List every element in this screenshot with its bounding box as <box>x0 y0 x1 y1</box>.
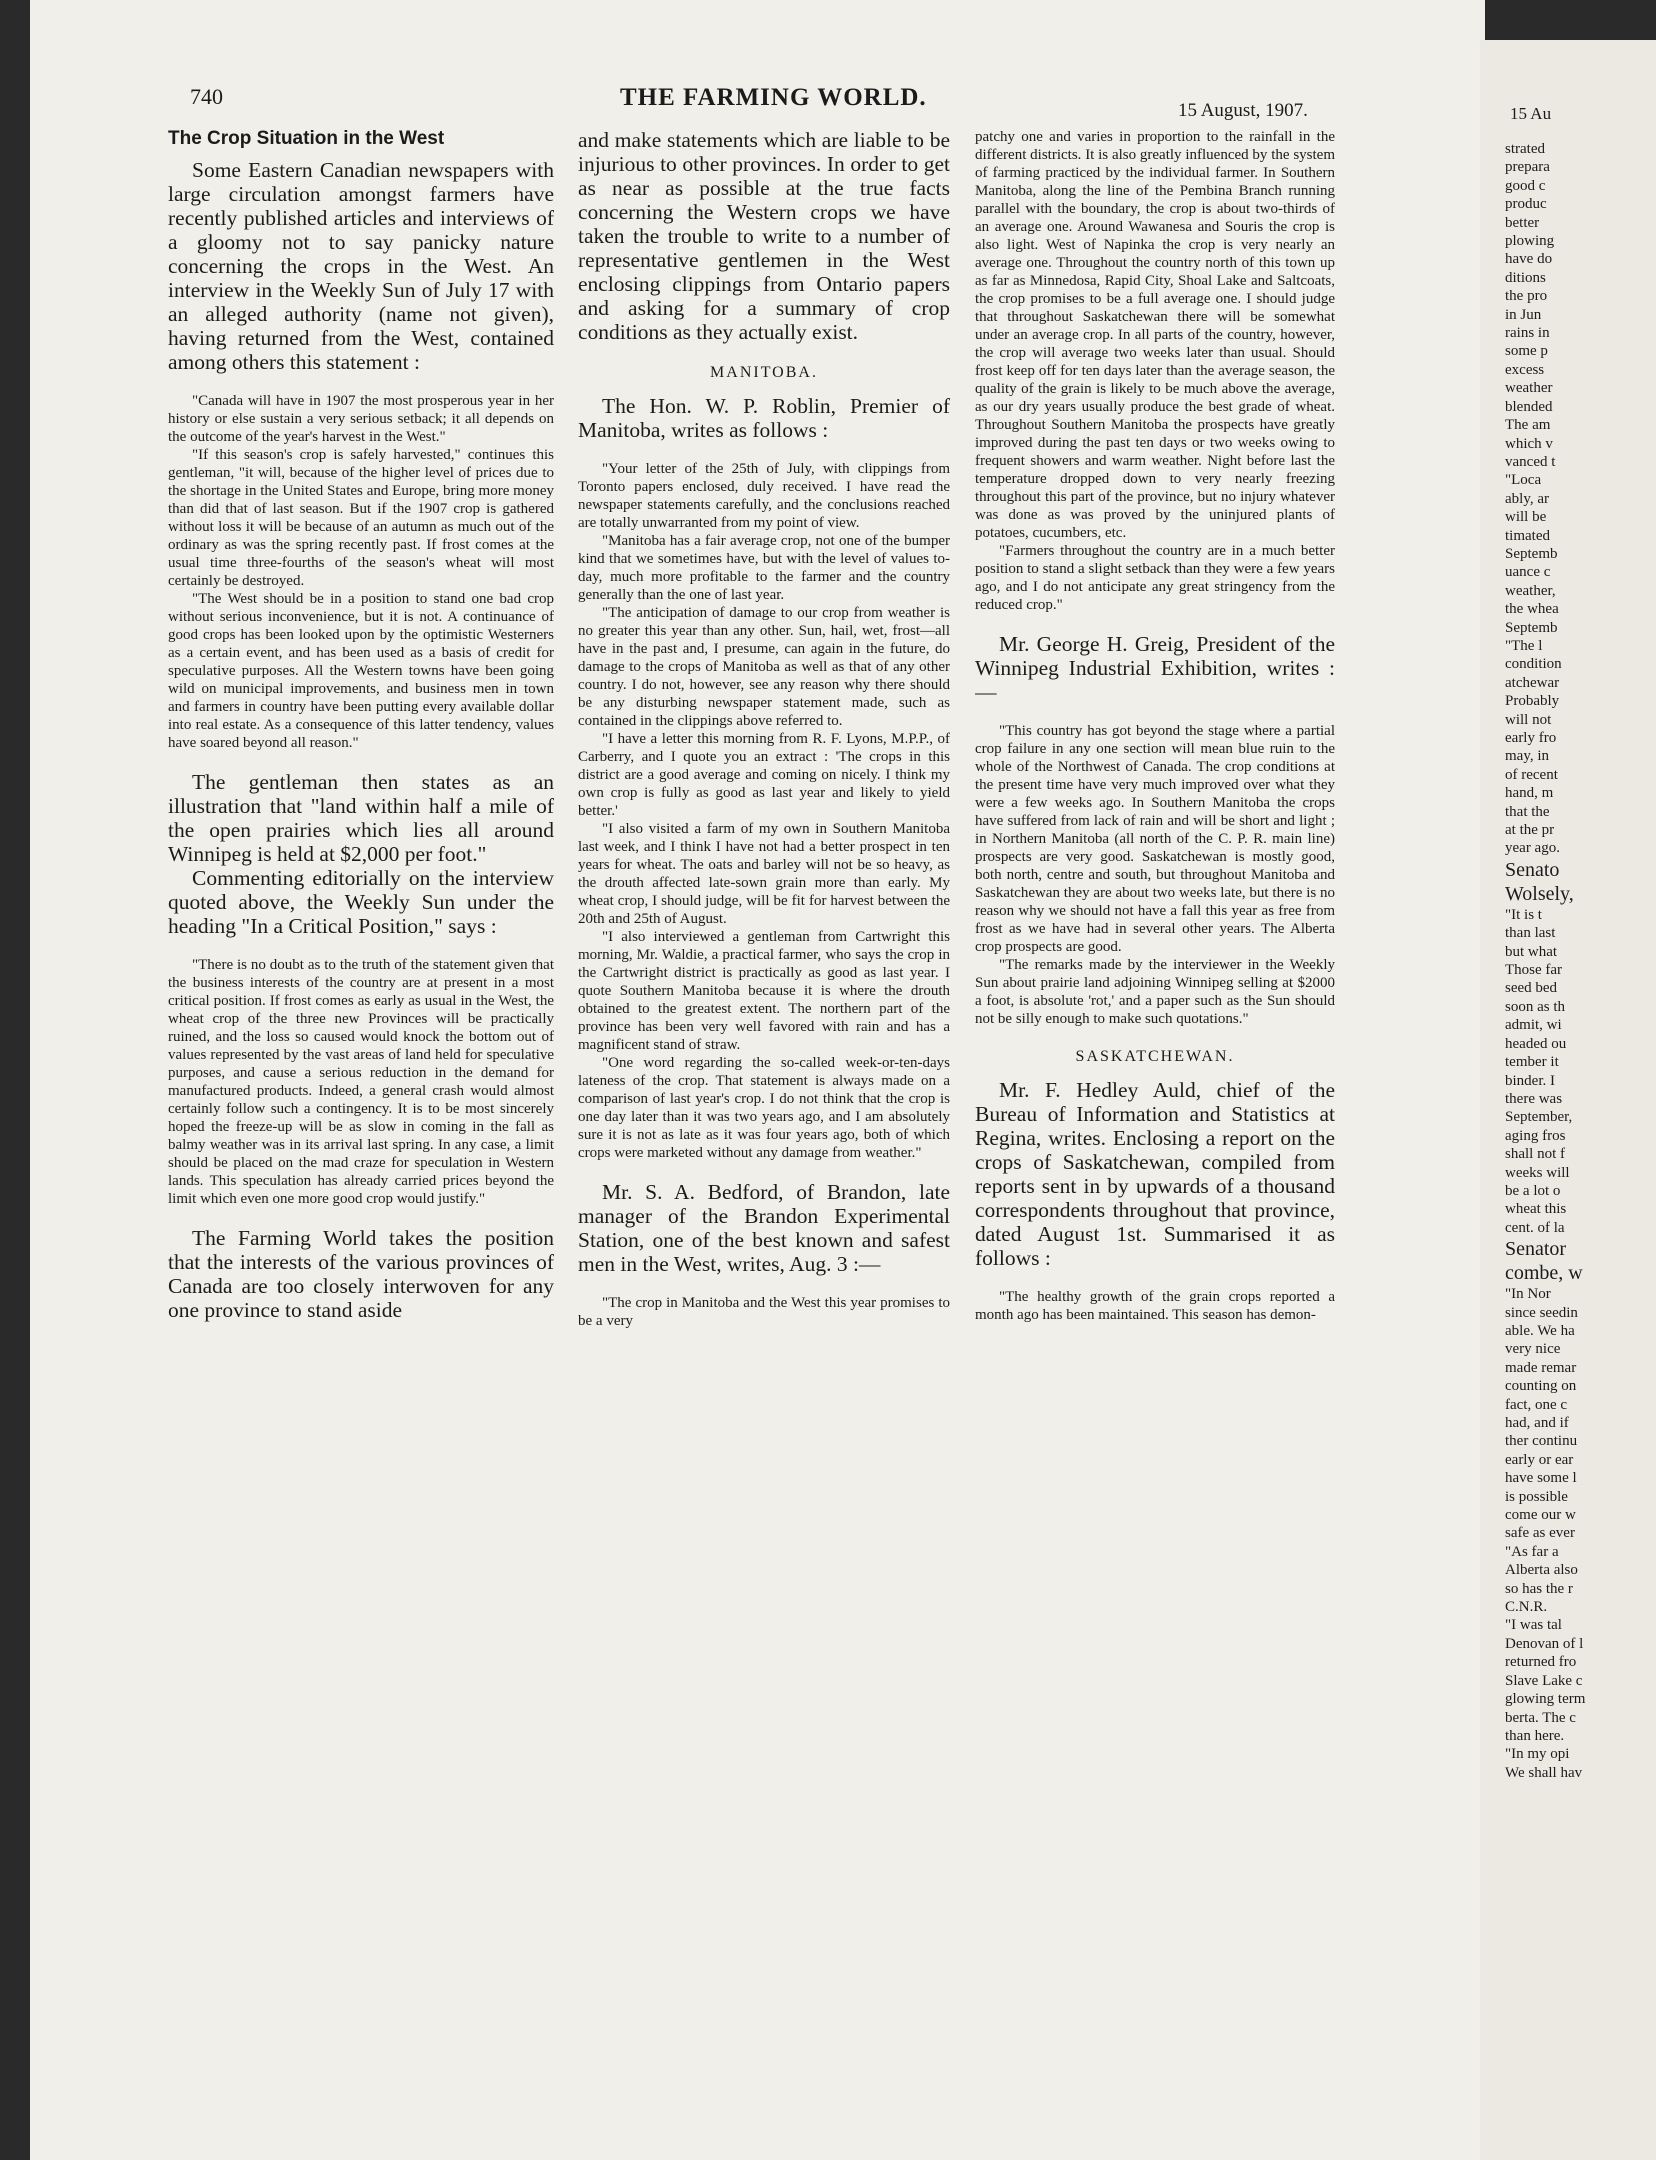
facing-page-line: glowing term <box>1505 1691 1586 1708</box>
facing-page-line: early or ear <box>1505 1451 1574 1468</box>
quote-paragraph: "Your letter of the 25th of July, with clippings from Toronto papers enclosed, duly received. I have read the newspaper statements carefully, and the conclusions reached are totally unwarranted from my point of view. <box>578 461 950 531</box>
facing-page-line: year ago. <box>1505 840 1560 857</box>
facing-page-line: produc <box>1505 196 1547 213</box>
facing-page-line: had, and if <box>1505 1415 1569 1431</box>
facing-page-line: at the pr <box>1505 822 1555 839</box>
facing-page-line: rains in <box>1505 325 1550 342</box>
facing-page-line: "In Nor <box>1505 1286 1551 1303</box>
quote-paragraph: "Farmers throughout the country are in a much better position to stand a slight setback than they were a few years ago, and I do not anticipate any great stringency from the reduced crop." <box>975 543 1335 613</box>
quote-paragraph: "The crop in Manitoba and the West this year promises to be a very <box>578 1295 950 1329</box>
facing-page-line: than here. <box>1505 1727 1565 1744</box>
quote-paragraph: "The anticipation of damage to our crop from weather is no greater this year than any other. Sun, hail, wet, frost—all have in the past and, I presume, can again in the future, do damage to the crops of Manitoba as well as that of any other country. I do not, however, see any reason why there should be any disturbing newspaper statement made, such as contained in the clippings above referred to. <box>578 605 950 729</box>
section-heading-saskatchewan: SASKATCHEWAN. <box>1075 1048 1235 1065</box>
column-3 <box>975 128 1335 2123</box>
facing-page-line: there was <box>1505 1090 1563 1107</box>
facing-page-line: admit, wi <box>1505 1017 1562 1034</box>
facing-page-line: seed bed <box>1505 980 1558 997</box>
facing-page-line: but what <box>1505 943 1558 960</box>
facing-page-line: excess <box>1505 361 1545 378</box>
paragraph: Commenting editorially on the interview quoted above, the Weekly Sun under the heading "In a Critical Position," says : <box>168 866 554 938</box>
facing-page-line: the whea <box>1505 601 1559 618</box>
quote-paragraph: "Manitoba has a fair average crop, not one of the bumper kind that we sometimes have, but with the level of values to-day, much more profitable to the farmer and the country generally than the one of last year. <box>578 533 950 603</box>
facing-page-line: timated <box>1505 527 1550 544</box>
facing-page-line: "In my opi <box>1505 1746 1570 1763</box>
facing-page-line: The am <box>1505 417 1551 434</box>
facing-page-line: may, in <box>1505 748 1550 765</box>
quote-paragraph: "I also visited a farm of my own in Southern Manitoba last week, and I think I have not had a better prospect in ten years for wheat. The oats and barley will not be so heavy, as the drouth affected late-sown grain more than early. My wheat crop, I should judge, will be fit for harvest between the 20th and 25th of August. <box>578 821 950 927</box>
facing-page-line: wheat this <box>1505 1201 1567 1218</box>
paragraph: The Farming World takes the position that the interests of the various provinces of Canada are too closely interwoven for any one province to stand aside <box>168 1226 554 1322</box>
facing-page-line: returned fro <box>1505 1654 1577 1671</box>
facing-page-line: so has the r <box>1505 1580 1573 1597</box>
facing-page-line: berta. The c <box>1505 1709 1576 1726</box>
facing-page-line: good c <box>1505 177 1546 194</box>
facing-page-line: Probably <box>1505 693 1560 710</box>
facing-page-line: which v <box>1505 435 1553 452</box>
issue-date: 15 August, 1907. <box>1178 100 1308 121</box>
facing-page-line: aging fros <box>1505 1127 1566 1144</box>
facing-page-line: uance c <box>1505 564 1551 581</box>
facing-page-line: some p <box>1505 343 1548 360</box>
facing-page-line: C.N.R. <box>1505 1599 1548 1616</box>
facing-page-line: blended <box>1505 398 1553 415</box>
quote-paragraph: patchy one and varies in proportion to the rainfall in the different districts. It is also greatly influenced by the system of farming practiced by the individual farmer. In Southern Manitoba, along the line of the Pembina Branch running parallel with the boundary, the crop is about two-thirds of an average one. Around Wawanesa and Souris the crop is also light. West of Napinka the crop is very nearly an average one. Throughout the country north of this town up as far as Minnedosa, Rapid City, Shoal Lake and Saltcoats, the crop promises to be a full average one. I should judge that throughout Saskatchewan there will be somewhat under an average crop. In all parts of the country, however, the crop will average two weeks later than usual. Should frost keep off for ten days later than the average season, the quality of the grain is likely to be much above the average, as our dry years usually produce the best grade of wheat. Throughout Southern Manitoba the prospects have greatly improved during the past ten days or two weeks owing to frequent showers and warm weather. Night before last the temperature dropped down to very nearly freezing throughout this part of the province, but no injury whatever was done as was proved by the uninjured plants of potatoes, cucumbers, etc. <box>975 129 1335 541</box>
facing-page-line: headed ou <box>1505 1035 1567 1052</box>
quote-paragraph: "The healthy growth of the grain crops reported a month ago has been maintained. This season has demon- <box>975 1289 1335 1323</box>
facing-page-line: Those far <box>1505 962 1563 979</box>
quote-paragraph: "If this season's crop is safely harvested," continues this gentleman, "it will, because of the higher level of prices due to the shortage in the United States and Europe, bring more money than did that of last season. But if the 1907 crop is gathered without loss it will be because of an autumn as much out of the ordinary as was the spring recently past. If frost comes at the usual time three-fourths of the season's wheat will most certainly be destroyed. <box>168 447 554 589</box>
facing-page-line: the pro <box>1505 288 1548 305</box>
paragraph: Mr. George H. Greig, President of the Winnipeg Industrial Exhibition, writes :— <box>975 632 1335 704</box>
column-2 <box>578 128 950 2123</box>
facing-page-line: better <box>1505 214 1540 231</box>
quote-paragraph: "The remarks made by the interviewer in the Weekly Sun about prairie land adjoining Winnipeg selling at $2000 a foot, is absolute 'rot,' and a paper such as the Sun should not be silly enough to make such quotations." <box>975 957 1335 1027</box>
facing-page-line: early fro <box>1505 730 1557 746</box>
facing-page-line: made remar <box>1505 1359 1577 1376</box>
facing-page-text <box>1505 140 1656 1782</box>
facing-page-line: is possible <box>1505 1488 1568 1505</box>
facing-page-line: Senator <box>1505 1238 1567 1261</box>
facing-page-line: fact, one c <box>1505 1396 1568 1413</box>
facing-page-line: that the <box>1505 803 1550 820</box>
paragraph: The gentleman then states as an illustration that "land within half a mile of the open prairies which lies all around Winnipeg is held at $2,000 per foot." <box>168 770 554 866</box>
quote-paragraph: "I also interviewed a gentleman from Cartwright this morning, Mr. Waldie, a practical farmer, who says the crop in the Cartwright district is practically as good as last year. I quote Southern Manitoba because it is where the drouth obtained to the greatest extent. The northern part of the province has been very well favored with rain and has a magnificent stand of straw. <box>578 929 950 1053</box>
page-number: 740 <box>190 84 223 109</box>
facing-page-line: vanced t <box>1505 453 1556 470</box>
facing-page-line: ably, ar <box>1505 490 1550 507</box>
facing-page-line: "Loca <box>1505 472 1542 489</box>
facing-page-line: "The l <box>1505 637 1543 654</box>
facing-page-line: ditions <box>1505 269 1546 286</box>
facing-page-line: "I was tal <box>1505 1617 1562 1634</box>
paragraph: and make statements which are liable to be injurious to other provinces. In order to get as near as possible at the true facts concerning the Western crops we have taken the trouble to write to a number of representative gentlemen in the West enclosing clippings from Ontario papers and asking for a summary of crop conditions as they actually exist. <box>578 128 950 344</box>
facing-page-line: Senato <box>1505 858 1560 881</box>
facing-page-line: of recent <box>1505 766 1558 783</box>
facing-page-line: condition <box>1505 656 1562 673</box>
facing-page-line: be a lot o <box>1505 1182 1561 1199</box>
facing-page-line: "As far a <box>1505 1543 1559 1560</box>
facing-page-line: September, <box>1505 1109 1573 1126</box>
facing-page-line: have do <box>1505 251 1553 268</box>
facing-page-line: Wolsely, <box>1505 882 1574 905</box>
article-heading: The Crop Situation in the West <box>168 128 445 149</box>
paragraph: Mr. S. A. Bedford, of Brandon, late manager of the Brandon Experimental Station, one of the best known and safest men in the West, writes, Aug. 3 :— <box>578 1180 950 1276</box>
facing-page-line: weather, <box>1505 582 1556 599</box>
facing-page-line: able. We ha <box>1505 1322 1575 1339</box>
facing-page-line: binder. I <box>1505 1072 1555 1089</box>
facing-page-line: will be <box>1505 509 1547 526</box>
quote-paragraph: "The West should be in a position to stand one bad crop without serious inconvenience, but it is not. A continuance of good crops has been looked upon by the optimistic Westerners as a certain event, and has been used as a basis of credit for speculative purposes. All the Western towns have been going wild on municipal improvements, and business men in town and farmers in country have been putting every available dollar into real estate. As a consequence of this latter tendency, values have soared beyond all reason." <box>168 591 554 751</box>
paragraph: Mr. F. Hedley Auld, chief of the Bureau of Information and Statistics at Regina, writes. Enclosing a report on the crops of Saskatchewan, compiled from reports sent in by upwards of a thousand correspondents throughout that province, dated August 1st. Summarised it as follows : <box>975 1078 1335 1270</box>
facing-page-line: come our w <box>1505 1507 1576 1524</box>
facing-page-line: in Jun <box>1505 306 1542 323</box>
section-heading-manitoba: MANITOBA. <box>710 364 818 381</box>
quote-paragraph: "I have a letter this morning from R. F. Lyons, M.P.P., of Carberry, and I quote you an extract : 'The crops in this district are a good average and coming on nicely. I think my own crop is fully as good as last year and likely to yield better.' <box>578 731 950 819</box>
facing-page-line: Alberta also <box>1505 1562 1578 1579</box>
facing-page-line: atchewar <box>1505 674 1560 691</box>
quote-paragraph: "There is no doubt as to the truth of the statement given that the business interests of the country are at present in a most critical position. If frost comes as early as usual in the West, the wheat crop of the three new Provinces will be practically ruined, and the loss so caused would knock the bottom out of values represented by the vast areas of land held for speculative purposes, and cause a serious reduction in the demand for manufactured products. Indeed, a general crash would almost certainly follow such a contingency. It is to be most sincerely hoped the freeze-up will be as slow in coming in the fall as balmy weather was in its arrival last spring. In any case, a limit should be placed on the mad craze for speculation in Western lands. This speculation has already carried prices beyond the limit which even one more good crop would justify." <box>168 957 554 1207</box>
facing-page-line: prepara <box>1505 159 1550 176</box>
facing-page-line: safe as ever <box>1505 1525 1575 1542</box>
facing-page-line: Septemb <box>1505 545 1558 562</box>
facing-page-line: since seedin <box>1505 1304 1578 1321</box>
facing-page-line: strated <box>1505 141 1545 157</box>
facing-page-line: will not <box>1505 711 1552 728</box>
facing-page-line: plowing <box>1505 233 1555 250</box>
quote-paragraph: "Canada will have in 1907 the most prosperous year in her history or else sustain a very serious setback; it all depends on the outcome of the year's harvest in the West." <box>168 393 554 445</box>
facing-page-line: than last <box>1505 925 1556 942</box>
facing-page-line: have some l <box>1505 1470 1577 1487</box>
facing-page-line: counting on <box>1505 1378 1577 1395</box>
facing-page-line: very nice <box>1505 1341 1561 1358</box>
facing-page-line: cent. of la <box>1505 1219 1565 1236</box>
quote-paragraph: "One word regarding the so-called week-or-ten-days lateness of the crop. That statement is always made on a comparison of last year's crop. I do not think that the crop is one day later than it was two years ago, and I am absolutely sure it is not as late as it was four years ago, both of which crops were marketed without any damage from weather." <box>578 1055 950 1161</box>
facing-page-header: 15 Au <box>1510 104 1552 123</box>
facing-page-line: Slave Lake c <box>1505 1672 1583 1689</box>
journal-title: THE FARMING WORLD. <box>620 84 927 111</box>
paragraph: Some Eastern Canadian newspapers with large circulation amongst farmers have recently published articles and interviews of a gloomy not to say panicky nature concerning the crops in the West. An interview in the Weekly Sun of July 17 with an alleged authority (name not given), having returned from the West, contained among others this statement : <box>168 158 554 374</box>
facing-page-line: hand, m <box>1505 785 1554 802</box>
facing-page-line: weather <box>1505 380 1553 397</box>
paragraph: The Hon. W. P. Roblin, Premier of Manitoba, writes as follows : <box>578 394 950 442</box>
facing-page-line: Denovan of l <box>1505 1635 1584 1652</box>
facing-page-line: Septemb <box>1505 619 1558 636</box>
facing-page-line: ther continu <box>1505 1433 1578 1450</box>
column-1 <box>168 128 554 2123</box>
facing-page-line: soon as th <box>1505 998 1565 1015</box>
facing-page-line: tember it <box>1505 1054 1559 1071</box>
facing-page-line: shall not f <box>1505 1146 1565 1163</box>
facing-page-line: "It is t <box>1505 906 1542 923</box>
quote-paragraph: "This country has got beyond the stage where a partial crop failure in any one section will mean blue ruin to the whole of the Northwest of Canada. The crop conditions at the present time have very much improved over what they were a few weeks ago. In Southern Manitoba the crops have suffered from lack of rain and will be short and light ; in Northern Manitoba (all north of the C. P. R. main line) prospects are very good. Saskatchewan is mostly good, both north, centre and south, but throughout Manitoba and Saskatchewan they are about two weeks late, but there is no reason why we should not have a fall this year as free from frost as we have had in several other years. The Alberta crop prospects are good. <box>975 723 1335 955</box>
facing-page-line: We shall hav <box>1505 1764 1583 1781</box>
facing-page-line: combe, w <box>1505 1262 1583 1285</box>
facing-page-line: weeks will <box>1505 1164 1570 1181</box>
